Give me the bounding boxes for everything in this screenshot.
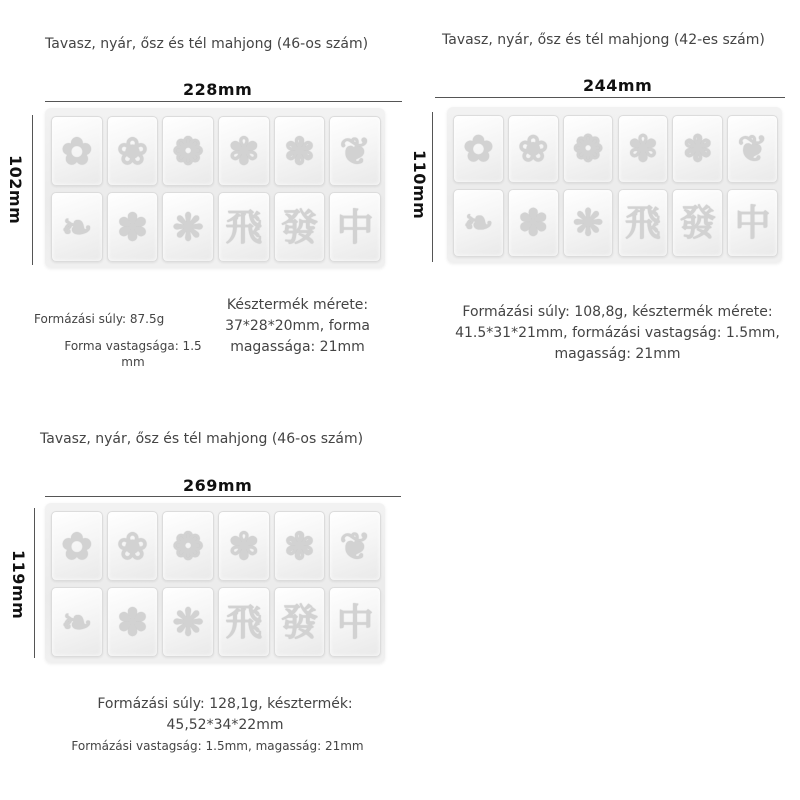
mold-tile <box>107 587 159 657</box>
mold-tile <box>162 587 214 657</box>
mold-tile <box>162 116 214 186</box>
tile-engraving-icon: ❧ <box>463 202 494 244</box>
mold-tile <box>329 587 381 657</box>
panel1-thickness: Forma vastagsága: 1.5 mm <box>64 339 202 369</box>
mold-tile <box>563 189 614 257</box>
tile-engraving-icon: ❁ <box>572 128 604 170</box>
tile-engraving-icon: 中 <box>734 202 771 244</box>
mold-tray-3 <box>45 503 385 663</box>
tile-engraving-icon: ❀ <box>116 128 148 173</box>
tile-engraving-icon: 飛 <box>225 599 263 644</box>
tile-engraving-icon: ✽ <box>116 599 148 644</box>
panel2-width-line <box>435 97 785 98</box>
tile-engraving-icon: ❦ <box>339 128 371 173</box>
tile-engraving-icon: ❦ <box>339 523 371 568</box>
tile-engraving-icon: ❃ <box>682 128 713 170</box>
mold-tile <box>107 192 159 262</box>
mold-tile <box>453 115 504 183</box>
panel3-height-label: 119mm <box>9 550 28 620</box>
mold-tile <box>618 115 669 183</box>
mold-tile <box>274 192 326 262</box>
tile-engraving-icon: 飛 <box>624 202 661 244</box>
panel2-width-label: 244mm <box>583 76 653 95</box>
tile-engraving-icon: ❋ <box>572 202 604 244</box>
mold-tray-2 <box>447 107 782 263</box>
tile-engraving-icon: ❀ <box>116 523 148 568</box>
mold-tile <box>107 116 159 186</box>
mold-tile <box>453 189 504 257</box>
tile-engraving-icon: ✽ <box>518 202 549 244</box>
mold-tile <box>51 587 103 657</box>
tile-engraving-icon: 發 <box>679 202 716 244</box>
panel1-width-label: 228mm <box>183 80 253 99</box>
mold-tile <box>329 192 381 262</box>
mold-tile <box>218 116 270 186</box>
mold-tile <box>218 587 270 657</box>
tile-engraving-icon: ❦ <box>737 128 768 170</box>
mold-tile <box>162 192 214 262</box>
tile-engraving-icon: ✾ <box>627 128 658 170</box>
tile-engraving-icon: 中 <box>336 204 374 249</box>
tile-engraving-icon: ✿ <box>61 523 93 568</box>
mold-tile <box>727 189 778 257</box>
tile-engraving-icon: 發 <box>280 599 318 644</box>
panel3-height-line <box>34 508 35 658</box>
mold-tile <box>672 189 723 257</box>
panel3-width-line <box>45 496 401 497</box>
mold-tile <box>672 115 723 183</box>
mold-tile <box>274 587 326 657</box>
tile-engraving-icon: ✾ <box>228 523 260 568</box>
tile-engraving-icon: ❧ <box>61 204 93 249</box>
mold-tile <box>329 511 381 581</box>
mold-tile <box>51 192 103 262</box>
mold-tile <box>51 511 103 581</box>
tile-engraving-icon: ✾ <box>228 128 260 173</box>
panel3-info2: Formázási vastagság: 1.5mm, magasság: 21mm <box>71 739 364 753</box>
mold-tile <box>107 511 159 581</box>
tile-engraving-icon: ❃ <box>283 523 315 568</box>
panel1-height-line <box>32 115 33 265</box>
mold-tile <box>618 189 669 257</box>
panel1-title: Tavasz, nyár, ősz és tél mahjong (46-os szám) <box>45 36 369 52</box>
panel2-height-line <box>432 112 433 262</box>
mold-tile <box>329 116 381 186</box>
mold-tray-1 <box>45 108 385 268</box>
mold-tile <box>508 115 559 183</box>
tile-engraving-icon: ❧ <box>61 599 93 644</box>
mold-tile <box>274 511 326 581</box>
panel3-info1: Formázási súly: 128,1g, késztermék: 45,52*34*22mm <box>97 696 353 733</box>
tile-engraving-icon: ❃ <box>283 128 315 173</box>
mold-tile <box>508 189 559 257</box>
mold-tile <box>218 192 270 262</box>
panel1-width-line <box>45 101 402 102</box>
mold-tile <box>274 116 326 186</box>
tile-engraving-icon: ❁ <box>172 128 204 173</box>
tile-engraving-icon: ✿ <box>61 128 93 173</box>
panel1-weight: Formázási súly: 87.5g <box>34 312 165 326</box>
panel2-title: Tavasz, nyár, ősz és tél mahjong (42-es szám) <box>442 32 765 48</box>
tile-engraving-icon: 發 <box>280 204 318 249</box>
tile-engraving-icon: ❀ <box>518 128 549 170</box>
mold-tile <box>563 115 614 183</box>
panel2-info: Formázási súly: 108,8g, késztermék mérete: 41.5*31*21mm, formázási vastagság: 1.5mm, magasság: 21mm <box>455 304 780 362</box>
panel2-height-label: 110mm <box>410 150 429 220</box>
tile-engraving-icon: ❋ <box>172 204 204 249</box>
mold-tile <box>51 116 103 186</box>
tile-engraving-icon: 飛 <box>225 204 263 249</box>
mold-tile <box>162 511 214 581</box>
tile-engraving-icon: ✽ <box>116 204 148 249</box>
panel3-title: Tavasz, nyár, ősz és tél mahjong (46-os szám) <box>40 431 364 447</box>
panel1-height-label: 102mm <box>6 155 25 225</box>
panel3-width-label: 269mm <box>183 476 253 495</box>
tile-engraving-icon: ❁ <box>172 523 204 568</box>
tile-engraving-icon: ✿ <box>463 128 494 170</box>
mold-tile <box>218 511 270 581</box>
tile-engraving-icon: 中 <box>336 599 374 644</box>
mold-tile <box>727 115 778 183</box>
panel1-size: Késztermék mérete: 37*28*20mm, forma magassága: 21mm <box>225 297 370 355</box>
tile-engraving-icon: ❋ <box>172 599 204 644</box>
